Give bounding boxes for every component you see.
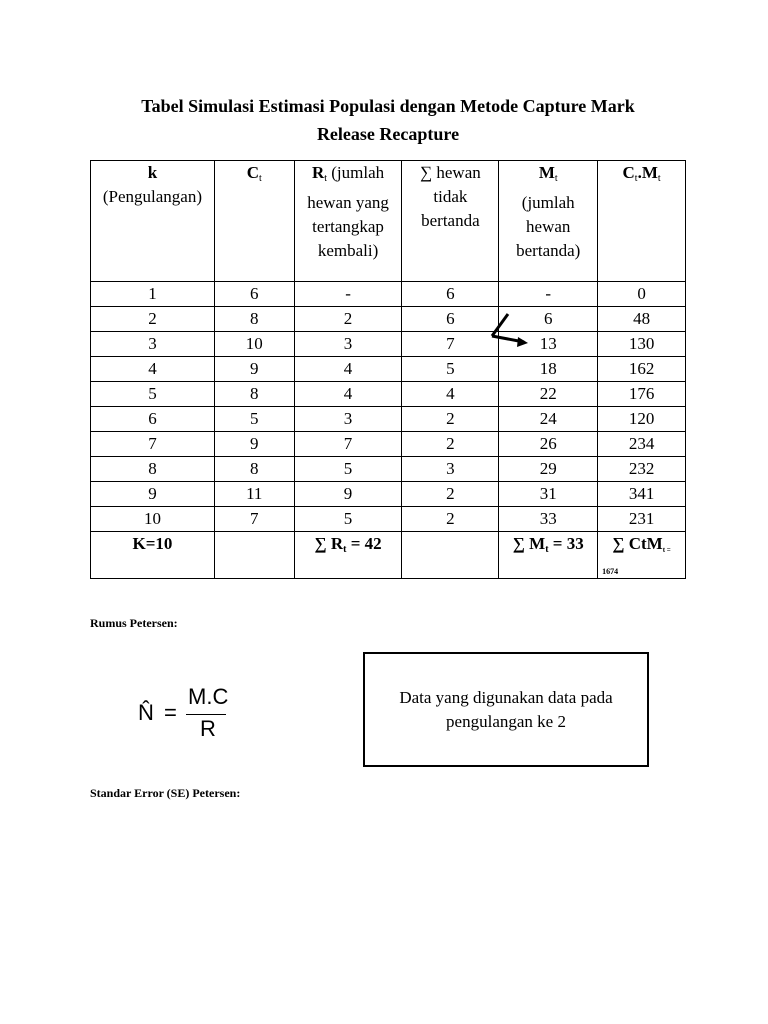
cell-mt: 33 xyxy=(499,507,598,532)
cell-k: 7 xyxy=(91,432,215,457)
table-row xyxy=(91,482,686,507)
cell-mt: 24 xyxy=(499,407,598,432)
cell-ctmt: 234 xyxy=(598,432,686,457)
total-mt: ∑ $M_t = 33$ xyxy=(499,532,598,579)
cell-k: 3 xyxy=(91,332,215,357)
petersen-label: Rumus Petersen: xyxy=(90,616,178,630)
cell-rt: 7 xyxy=(294,432,402,457)
cell-mt: 6 xyxy=(499,307,598,332)
title-line-1: Tabel Simulasi Estimasi Populasi dengan Metode Capture Mark xyxy=(141,96,635,116)
cell-ctmt: 231 xyxy=(598,507,686,532)
cell-k: 8 xyxy=(91,457,215,482)
cell-mt: 31 xyxy=(499,482,598,507)
header-rt: $R_t$ (jumlah hewan yang tertangkap kembali) xyxy=(294,161,402,282)
cell-mt: 26 xyxy=(499,432,598,457)
cell-unmarked: 2 xyxy=(402,432,499,457)
header-ct: $C_t$ xyxy=(214,161,294,282)
note-text: Data yang digunakan data pada pengulangan ke 2 xyxy=(399,687,613,731)
cell-mt: 22 xyxy=(499,382,598,407)
formula-estimator: N̂ xyxy=(138,700,154,725)
cell-mt: 18 xyxy=(499,357,598,382)
cell-k: 6 xyxy=(91,407,215,432)
cell-rt: - xyxy=(294,282,402,307)
totals-row xyxy=(91,532,686,579)
cell-unmarked: 6 xyxy=(402,282,499,307)
formula-denominator: R xyxy=(200,716,216,741)
table-row xyxy=(91,357,686,382)
table-row xyxy=(91,432,686,457)
cell-unmarked: 5 xyxy=(402,357,499,382)
cell-ct: 8 xyxy=(214,307,294,332)
cell-rt: 4 xyxy=(294,382,402,407)
cell-rt: 3 xyxy=(294,407,402,432)
note-box xyxy=(363,652,649,767)
cell-ctmt: 162 xyxy=(598,357,686,382)
cell-mt: 13 xyxy=(499,332,598,357)
fraction-bar xyxy=(186,714,226,715)
cell-ct: 8 xyxy=(214,382,294,407)
cell-ctmt: 0 xyxy=(598,282,686,307)
cell-rt: 2 xyxy=(294,307,402,332)
cell-k: 2 xyxy=(91,307,215,332)
header-row xyxy=(91,161,686,282)
cell-ctmt: 232 xyxy=(598,457,686,482)
cell-unmarked: 4 xyxy=(402,382,499,407)
cell-unmarked: 2 xyxy=(402,507,499,532)
cell-ctmt: 176 xyxy=(598,382,686,407)
cell-ct: 6 xyxy=(214,282,294,307)
cell-mt: 29 xyxy=(499,457,598,482)
formula-numerator: M.C xyxy=(188,684,229,709)
page-title xyxy=(90,92,686,148)
cell-rt: 5 xyxy=(294,507,402,532)
simulation-table xyxy=(90,160,686,579)
cell-unmarked: 6 xyxy=(402,307,499,332)
cell-ct: 8 xyxy=(214,457,294,482)
cell-k: 9 xyxy=(91,482,215,507)
table-row xyxy=(91,382,686,407)
arrow-icon xyxy=(484,310,534,350)
total-ctmt: ∑ CtM$_{t =}$ 1674 xyxy=(598,532,686,579)
cell-ct: 7 xyxy=(214,507,294,532)
petersen-formula xyxy=(138,684,238,744)
total-ct-empty xyxy=(214,532,294,579)
cell-unmarked: 3 xyxy=(402,457,499,482)
cell-k: 1 xyxy=(91,282,215,307)
total-rt: ∑ $R_t = 42$ xyxy=(294,532,402,579)
header-ctmt: $C_t.M_t$ xyxy=(598,161,686,282)
total-ctmt-value: 1674 xyxy=(602,567,619,576)
total-k: K=10 xyxy=(91,532,215,579)
table-row xyxy=(91,332,686,357)
cell-mt: - xyxy=(499,282,598,307)
header-mt: $M_t$ (jumlah hewan bertanda) xyxy=(499,161,598,282)
se-label: Standar Error (SE) Petersen: xyxy=(90,786,241,800)
cell-k: 4 xyxy=(91,357,215,382)
formula-equals: = xyxy=(164,700,177,725)
cell-ct: 5 xyxy=(214,407,294,432)
cell-unmarked: 7 xyxy=(402,332,499,357)
cell-k: 5 xyxy=(91,382,215,407)
cell-k: 10 xyxy=(91,507,215,532)
cell-rt: 3 xyxy=(294,332,402,357)
cell-ctmt: 341 xyxy=(598,482,686,507)
header-k: k (Pengulangan) xyxy=(91,161,215,282)
table-row xyxy=(91,457,686,482)
cell-ctmt: 48 xyxy=(598,307,686,332)
table-row xyxy=(91,507,686,532)
title-line-2: Release Recapture xyxy=(316,124,460,144)
table-row xyxy=(91,282,686,307)
cell-ct: 10 xyxy=(214,332,294,357)
cell-ct: 9 xyxy=(214,357,294,382)
table-row xyxy=(91,407,686,432)
cell-rt: 5 xyxy=(294,457,402,482)
cell-unmarked: 2 xyxy=(402,407,499,432)
cell-unmarked: 2 xyxy=(402,482,499,507)
cell-rt: 9 xyxy=(294,482,402,507)
header-unmarked: ∑ hewan tidak bertanda xyxy=(402,161,499,282)
cell-ctmt: 120 xyxy=(598,407,686,432)
cell-ct: 11 xyxy=(214,482,294,507)
cell-ct: 9 xyxy=(214,432,294,457)
cell-ctmt: 130 xyxy=(598,332,686,357)
table-row xyxy=(91,307,686,332)
cell-rt: 4 xyxy=(294,357,402,382)
total-unmarked-empty xyxy=(402,532,499,579)
